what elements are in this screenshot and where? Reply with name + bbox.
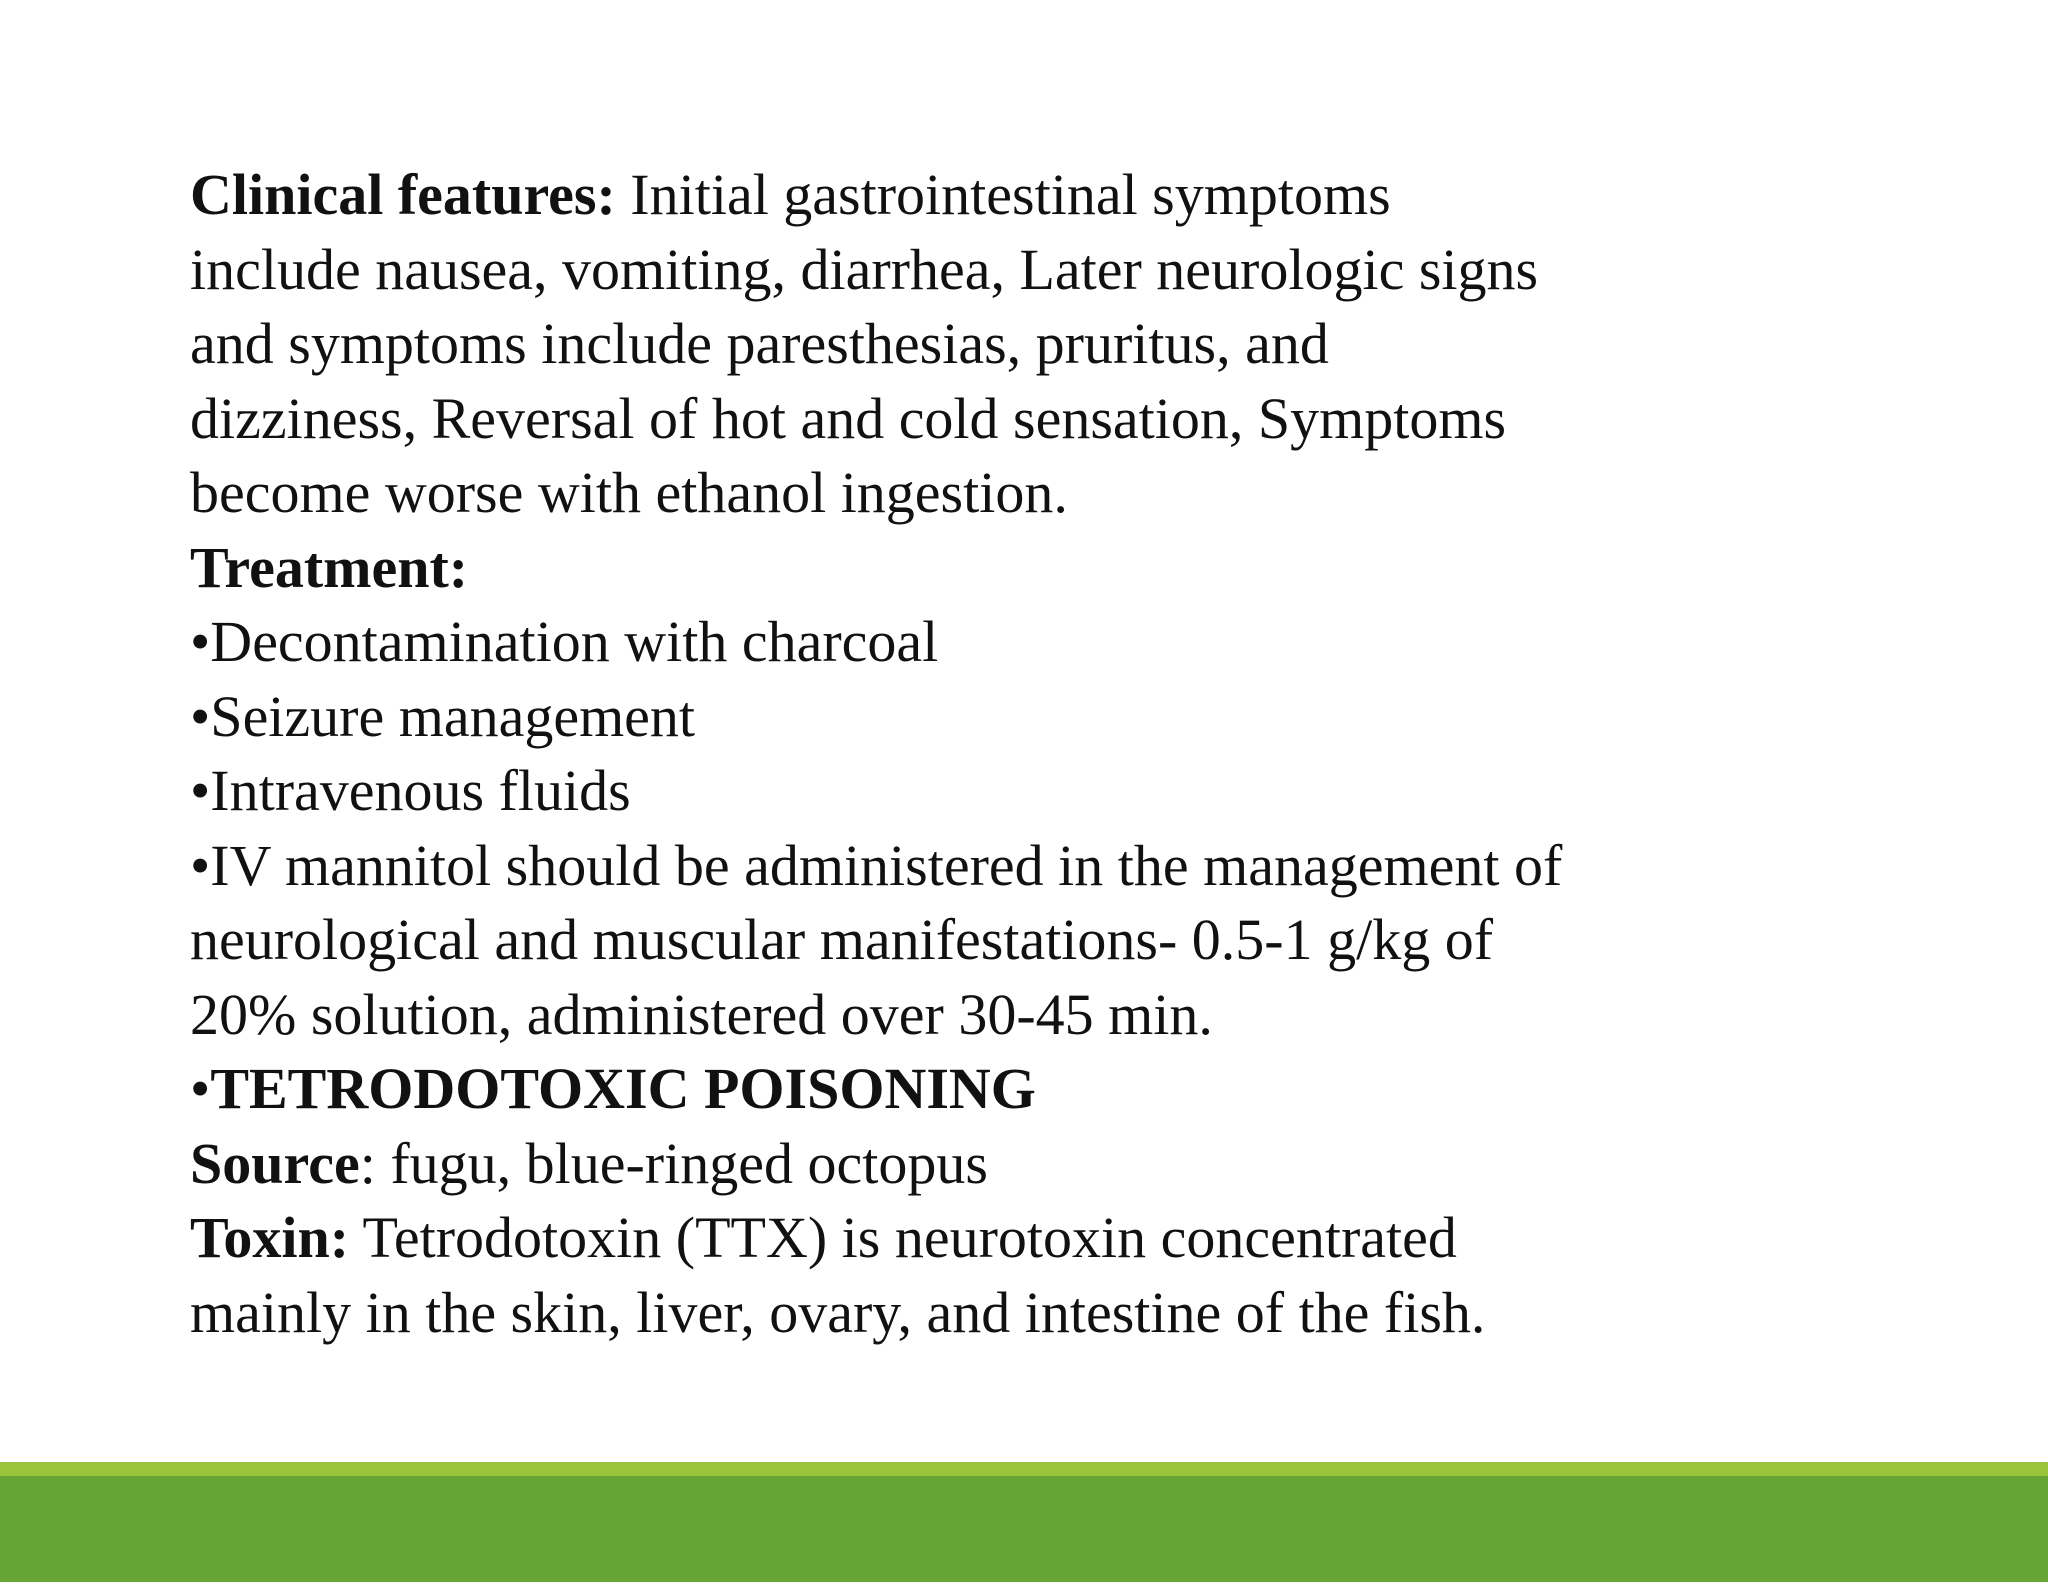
toxin-text: mainly in the skin, liver, ovary, and intestine of the fish. [190, 1279, 1486, 1345]
toxin-line-1 [190, 1201, 1890, 1276]
clinical-text: become worse with ethanol ingestion. [190, 460, 1068, 525]
footer-band [0, 1462, 2048, 1582]
treatment-bullet: •IV mannitol should be administered in the management of [190, 832, 1563, 898]
footer-stripe [0, 1462, 2048, 1476]
footer-fill [0, 1476, 2048, 1582]
source-line [190, 1127, 1890, 1202]
toxin-label: Toxin: [190, 1205, 350, 1270]
clinical-text: and symptoms include paresthesias, pruritus, and [190, 311, 1329, 376]
treatment-bullet: •Decontamination with charcoal [190, 609, 939, 674]
treatment-heading: Treatment: [190, 534, 469, 600]
tetrodotoxic-heading: TETRODOTOXIC POISONING [210, 1056, 1036, 1121]
treatment-bullet: •Seizure management [190, 683, 696, 749]
tetrodotoxic-heading-line [190, 1052, 1890, 1127]
clinical-text: dizziness, Reversal of hot and cold sensation, Symptoms [190, 385, 1507, 451]
bullet-glyph: • [190, 1056, 211, 1121]
treatment-bullet: •Intravenous fluids [190, 758, 631, 823]
clinical-line-1 [190, 158, 1890, 233]
clinical-features-label: Clinical features: [190, 162, 616, 227]
treatment-continuation: 20% solution, administered over 30-45 min. [190, 981, 1213, 1047]
toxin-text: Tetrodotoxin (TTX) is neurotoxin concentrated [349, 1205, 1457, 1270]
slide-body [190, 158, 1890, 1350]
treatment-continuation: neurological and muscular manifestations- 0.5-1 g/kg of [190, 907, 1494, 972]
clinical-text: Initial gastrointestinal symptoms [615, 162, 1391, 227]
source-text: : fugu, blue-ringed octopus [359, 1130, 988, 1196]
clinical-text: include nausea, vomiting, diarrhea, Later neurologic signs [190, 236, 1539, 302]
source-label: Source [190, 1130, 360, 1196]
